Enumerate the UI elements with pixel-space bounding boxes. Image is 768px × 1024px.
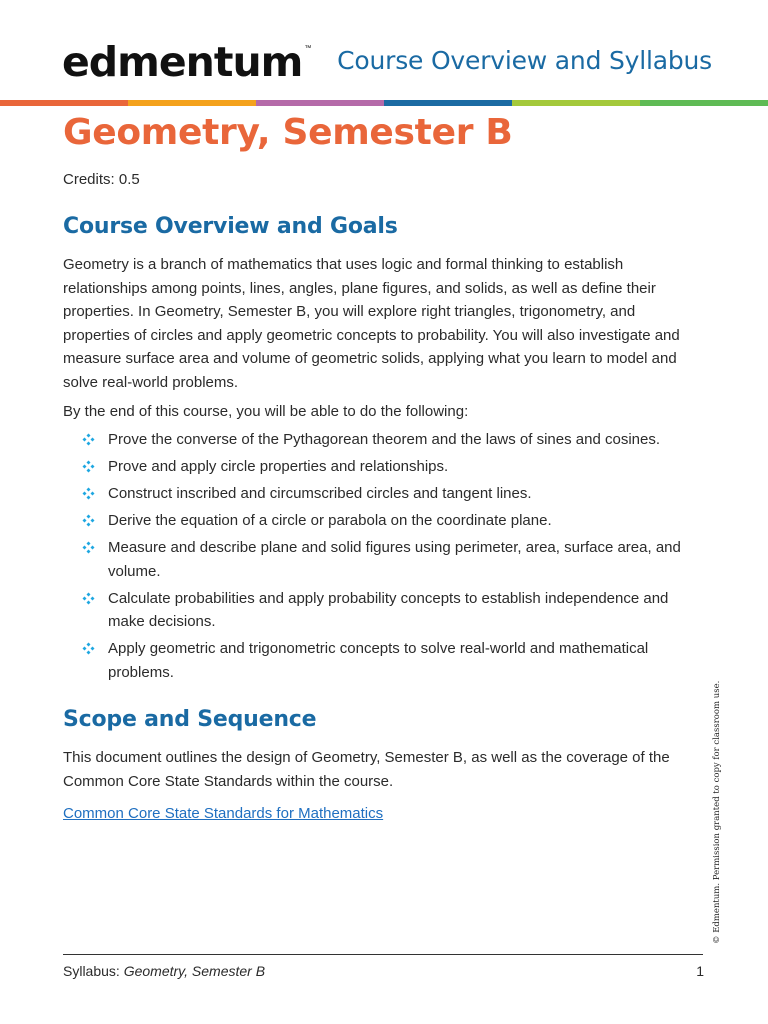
goals-list — [82, 428, 702, 688]
goal-list-item — [82, 482, 702, 506]
logo-trademark: ™ — [304, 45, 312, 52]
goal-text: Construct inscribed and circumscribed circles and tangent lines. — [108, 485, 532, 502]
logo-wordmark: edmentum — [62, 38, 303, 86]
header-title: Course Overview and Syllabus — [337, 46, 712, 75]
scope-paragraph: This document outlines the design of Geometry, Semester B, as well as the coverage of the Common Core State Standards within the course. — [63, 749, 670, 790]
goal-text: Apply geometric and trigonometric concepts to solve real-world and mathematical problems. — [108, 640, 649, 681]
goal-list-item — [82, 587, 702, 634]
goal-list-item — [82, 509, 702, 533]
goal-text: Prove the converse of the Pythagorean theorem and the laws of sines and cosines. — [108, 431, 660, 448]
color-bar-segment — [256, 100, 384, 106]
color-bar-segment — [128, 100, 256, 106]
diamond-bullet-icon — [82, 637, 108, 661]
ccss-math-link[interactable]: Common Core State Standards for Mathematics — [63, 805, 384, 822]
overview-paragraph: Geometry is a branch of mathematics that uses logic and formal thinking to establish relationships among points, lines, angles, plane figures, and solids, as well as define their properties. In Geometry, Semester B, you will explore right triangles, trigonometry, and properties of circles and apply geometric concepts to probability. You will also investigate and measure surface area and volume of geometric solids, applying what you learn to model and solve real-world problems. — [63, 256, 680, 391]
edmentum-logo — [62, 38, 312, 86]
goal-list-item — [82, 428, 702, 452]
goal-list-item — [82, 455, 702, 479]
color-bar-segment — [640, 100, 768, 106]
color-bar-segment — [512, 100, 640, 106]
diamond-bullet-icon — [82, 428, 108, 452]
footer-divider — [63, 954, 703, 955]
diamond-bullet-icon — [82, 509, 108, 533]
diamond-bullet-icon — [82, 482, 108, 506]
credits-label: Credits: 0.5 — [63, 171, 140, 188]
goal-list-item — [82, 637, 702, 684]
goal-text: Prove and apply circle properties and relationships. — [108, 458, 449, 475]
footer-course-name: Geometry, Semester B — [123, 963, 266, 979]
overview-heading: Course Overview and Goals — [63, 214, 398, 239]
header-color-bar — [0, 100, 768, 106]
goal-text: Derive the equation of a circle or parabola on the coordinate plane. — [108, 512, 552, 529]
scope-heading: Scope and Sequence — [63, 707, 317, 732]
copyright-note: © Edmentum. Permission granted to copy for classroom use. — [712, 680, 722, 944]
page-title: Geometry, Semester B — [63, 112, 513, 153]
color-bar-segment — [0, 100, 128, 106]
color-bar-segment — [384, 100, 512, 106]
footer-prefix: Syllabus: — [63, 963, 124, 979]
diamond-bullet-icon — [82, 587, 108, 611]
goal-text: Calculate probabilities and apply probability concepts to establish independence and make decisions. — [108, 589, 669, 630]
diamond-bullet-icon — [82, 536, 108, 560]
page-number: 1 — [696, 963, 704, 979]
diamond-bullet-icon — [82, 455, 108, 479]
footer-label — [63, 963, 265, 979]
goals-intro: By the end of this course, you will be able to do the following: — [63, 403, 469, 420]
goal-list-item — [82, 536, 702, 583]
goal-text: Measure and describe plane and solid figures using perimeter, area, surface area, and volume. — [108, 539, 681, 580]
